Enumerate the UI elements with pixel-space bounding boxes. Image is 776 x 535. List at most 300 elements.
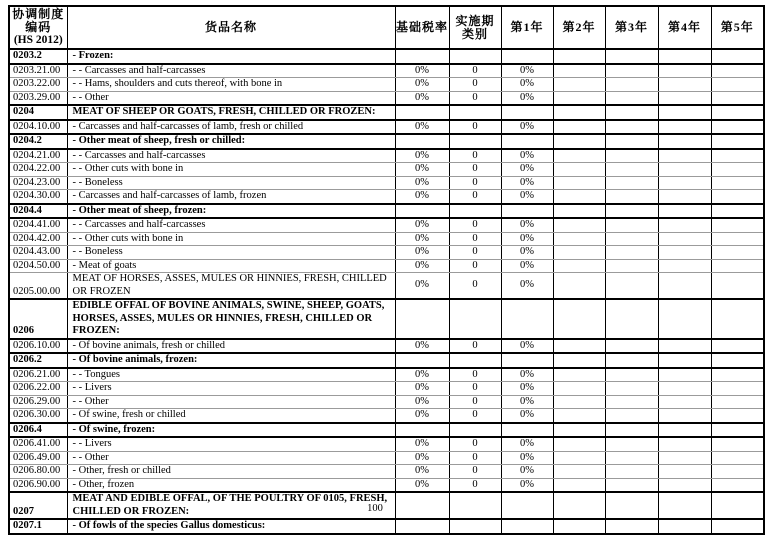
year1-cell — [501, 423, 553, 438]
year3-cell — [605, 353, 658, 368]
category-cell: 0 — [449, 78, 501, 92]
year3-cell — [605, 492, 658, 519]
col-header-year-2: 第2年 — [553, 6, 605, 49]
base-rate-cell — [395, 353, 449, 368]
category-cell — [449, 49, 501, 64]
hs-code-cell: 0204.23.00 — [9, 176, 67, 190]
table-row — [9, 519, 764, 534]
year1-cell: 0% — [501, 437, 553, 451]
base-rate-cell: 0% — [395, 232, 449, 246]
base-rate-cell: 0% — [395, 149, 449, 163]
year1-cell: 0% — [501, 163, 553, 177]
year2-cell — [553, 259, 605, 273]
description-cell: - Of bovine animals, frozen: — [67, 353, 395, 368]
year2-cell — [553, 190, 605, 204]
description-cell: - - Carcasses and half-carcasses — [67, 64, 395, 78]
year5-cell — [711, 478, 764, 492]
year3-cell — [605, 149, 658, 163]
description-cell: - Carcasses and half-carcasses of lamb, fresh or chilled — [67, 120, 395, 135]
year4-cell — [658, 451, 711, 465]
year1-cell — [501, 105, 553, 120]
year2-cell — [553, 465, 605, 479]
year4-cell — [658, 78, 711, 92]
table-row — [9, 353, 764, 368]
year3-cell — [605, 339, 658, 354]
table-row — [9, 465, 764, 479]
base-rate-cell — [395, 105, 449, 120]
year5-cell — [711, 273, 764, 300]
year1-cell: 0% — [501, 120, 553, 135]
description-cell: - - Boneless — [67, 246, 395, 260]
base-rate-cell: 0% — [395, 259, 449, 273]
hs-code-cell: 0203.22.00 — [9, 78, 67, 92]
table-row — [9, 368, 764, 382]
year5-cell — [711, 437, 764, 451]
year3-cell — [605, 478, 658, 492]
description-cell: - Other, fresh or chilled — [67, 465, 395, 479]
year4-cell — [658, 382, 711, 396]
table-row — [9, 105, 764, 120]
category-cell: 0 — [449, 163, 501, 177]
year3-cell — [605, 299, 658, 339]
year5-cell — [711, 64, 764, 78]
hs-code-cell: 0204.22.00 — [9, 163, 67, 177]
base-rate-cell — [395, 423, 449, 438]
year4-cell — [658, 232, 711, 246]
description-cell: MEAT OF HORSES, ASSES, MULES OR HINNIES, FRESH, CHILLED OR FROZEN — [67, 273, 395, 300]
category-cell: 0 — [449, 273, 501, 300]
description-cell: - - Other cuts with bone in — [67, 163, 395, 177]
year2-cell — [553, 163, 605, 177]
year3-cell — [605, 437, 658, 451]
year3-cell — [605, 382, 658, 396]
table-row — [9, 49, 764, 64]
base-rate-cell: 0% — [395, 64, 449, 78]
table-row — [9, 218, 764, 232]
year5-cell — [711, 149, 764, 163]
year4-cell — [658, 395, 711, 409]
year4-cell — [658, 409, 711, 423]
table-row — [9, 204, 764, 219]
year4-cell — [658, 120, 711, 135]
year3-cell — [605, 259, 658, 273]
year5-cell — [711, 519, 764, 534]
year4-cell — [658, 134, 711, 149]
description-cell: - Carcasses and half-carcasses of lamb, frozen — [67, 190, 395, 204]
base-rate-cell — [395, 49, 449, 64]
hs-code-cell: 0206.29.00 — [9, 395, 67, 409]
table-row — [9, 190, 764, 204]
base-rate-cell: 0% — [395, 339, 449, 354]
year1-cell: 0% — [501, 91, 553, 105]
description-cell: - - Carcasses and half-carcasses — [67, 218, 395, 232]
description-cell: - Other, frozen — [67, 478, 395, 492]
year2-cell — [553, 232, 605, 246]
hs-code-cell: 0206 — [9, 299, 67, 339]
base-rate-cell: 0% — [395, 465, 449, 479]
year5-cell — [711, 218, 764, 232]
hs-code-header-line2: 编码 — [25, 20, 52, 34]
category-cell — [449, 105, 501, 120]
base-rate-cell: 0% — [395, 395, 449, 409]
col-header-year-4: 第4年 — [658, 6, 711, 49]
year3-cell — [605, 49, 658, 64]
hs-code-cell: 0207.1 — [9, 519, 67, 534]
hs-code-cell: 0206.80.00 — [9, 465, 67, 479]
year4-cell — [658, 519, 711, 534]
table-row — [9, 273, 764, 300]
year5-cell — [711, 78, 764, 92]
category-cell: 0 — [449, 120, 501, 135]
table-row — [9, 437, 764, 451]
year3-cell — [605, 190, 658, 204]
year5-cell — [711, 368, 764, 382]
year2-cell — [553, 134, 605, 149]
year3-cell — [605, 134, 658, 149]
year4-cell — [658, 64, 711, 78]
table-row — [9, 246, 764, 260]
category-cell: 0 — [449, 176, 501, 190]
hs-code-header-line1: 协调制度 — [12, 7, 65, 21]
year2-cell — [553, 395, 605, 409]
table-row — [9, 176, 764, 190]
description-cell: - - Other — [67, 451, 395, 465]
year5-cell — [711, 134, 764, 149]
col-header-description: 货品名称 — [67, 6, 395, 49]
base-rate-cell: 0% — [395, 437, 449, 451]
year2-cell — [553, 78, 605, 92]
table-row — [9, 120, 764, 135]
category-cell: 0 — [449, 382, 501, 396]
category-cell: 0 — [449, 465, 501, 479]
table-row — [9, 339, 764, 354]
year5-cell — [711, 232, 764, 246]
year5-cell — [711, 492, 764, 519]
base-rate-cell: 0% — [395, 478, 449, 492]
year5-cell — [711, 105, 764, 120]
year3-cell — [605, 91, 658, 105]
year4-cell — [658, 204, 711, 219]
year2-cell — [553, 519, 605, 534]
year3-cell — [605, 64, 658, 78]
year2-cell — [553, 149, 605, 163]
col-header-year-1: 第1年 — [501, 6, 553, 49]
year1-cell: 0% — [501, 395, 553, 409]
description-cell: - Other meat of sheep, frozen: — [67, 204, 395, 219]
hs-code-cell: 0206.10.00 — [9, 339, 67, 354]
year3-cell — [605, 163, 658, 177]
base-rate-cell: 0% — [395, 218, 449, 232]
table-header-row — [9, 6, 764, 49]
description-cell: EDIBLE OFFAL OF BOVINE ANIMALS, SWINE, SHEEP, GOATS, HORSES, ASSES, MULES OR HINNIES, FRESH, CHILLED OR FROZEN: — [67, 299, 395, 339]
category-cell — [449, 492, 501, 519]
year2-cell — [553, 423, 605, 438]
hs-code-cell: 0205.00.00 — [9, 273, 67, 300]
table-row — [9, 451, 764, 465]
year1-cell: 0% — [501, 259, 553, 273]
description-cell: - Meat of goats — [67, 259, 395, 273]
year1-cell: 0% — [501, 409, 553, 423]
year5-cell — [711, 299, 764, 339]
table-row — [9, 409, 764, 423]
year5-cell — [711, 176, 764, 190]
category-cell — [449, 134, 501, 149]
base-rate-cell — [395, 519, 449, 534]
year4-cell — [658, 423, 711, 438]
year3-cell — [605, 451, 658, 465]
base-rate-cell: 0% — [395, 176, 449, 190]
year3-cell — [605, 423, 658, 438]
year3-cell — [605, 465, 658, 479]
base-rate-cell — [395, 134, 449, 149]
hs-code-cell: 0204.4 — [9, 204, 67, 219]
table-row — [9, 299, 764, 339]
year5-cell — [711, 409, 764, 423]
year2-cell — [553, 339, 605, 354]
col-header-hs-code — [9, 6, 67, 49]
year4-cell — [658, 163, 711, 177]
year2-cell — [553, 105, 605, 120]
year1-cell — [501, 299, 553, 339]
category-cell: 0 — [449, 395, 501, 409]
base-rate-cell: 0% — [395, 190, 449, 204]
hs-code-cell: 0204.2 — [9, 134, 67, 149]
year1-cell: 0% — [501, 368, 553, 382]
description-cell: MEAT OF SHEEP OR GOATS, FRESH, CHILLED OR FROZEN: — [67, 105, 395, 120]
hs-code-cell: 0206.30.00 — [9, 409, 67, 423]
hs-code-cell: 0206.2 — [9, 353, 67, 368]
hs-code-cell: 0207 — [9, 492, 67, 519]
hs-code-cell: 0204.41.00 — [9, 218, 67, 232]
tariff-schedule-table — [8, 5, 765, 535]
hs-code-cell: 0203.2 — [9, 49, 67, 64]
year3-cell — [605, 232, 658, 246]
table-row — [9, 395, 764, 409]
year2-cell — [553, 437, 605, 451]
base-rate-cell: 0% — [395, 91, 449, 105]
description-cell: - Of bovine animals, fresh or chilled — [67, 339, 395, 354]
category-cell: 0 — [449, 259, 501, 273]
year1-cell: 0% — [501, 78, 553, 92]
year4-cell — [658, 273, 711, 300]
year3-cell — [605, 204, 658, 219]
year2-cell — [553, 176, 605, 190]
base-rate-cell: 0% — [395, 451, 449, 465]
year1-cell: 0% — [501, 273, 553, 300]
year1-cell: 0% — [501, 149, 553, 163]
year4-cell — [658, 105, 711, 120]
table-row — [9, 91, 764, 105]
description-cell: - - Boneless — [67, 176, 395, 190]
base-rate-cell: 0% — [395, 78, 449, 92]
table-row — [9, 259, 764, 273]
hs-code-cell: 0206.49.00 — [9, 451, 67, 465]
hs-code-cell: 0206.41.00 — [9, 437, 67, 451]
year4-cell — [658, 339, 711, 354]
year2-cell — [553, 382, 605, 396]
base-rate-cell: 0% — [395, 273, 449, 300]
year3-cell — [605, 273, 658, 300]
category-header-line1: 实施期 — [455, 13, 495, 28]
year5-cell — [711, 339, 764, 354]
table-row — [9, 78, 764, 92]
year1-cell — [501, 519, 553, 534]
year4-cell — [658, 91, 711, 105]
year3-cell — [605, 395, 658, 409]
year1-cell — [501, 204, 553, 219]
description-cell: - - Carcasses and half-carcasses — [67, 149, 395, 163]
year1-cell: 0% — [501, 246, 553, 260]
year1-cell: 0% — [501, 451, 553, 465]
year3-cell — [605, 218, 658, 232]
category-cell: 0 — [449, 64, 501, 78]
year1-cell: 0% — [501, 64, 553, 78]
year4-cell — [658, 465, 711, 479]
year5-cell — [711, 204, 764, 219]
base-rate-cell — [395, 204, 449, 219]
year1-cell — [501, 353, 553, 368]
category-cell: 0 — [449, 478, 501, 492]
year2-cell — [553, 204, 605, 219]
year2-cell — [553, 273, 605, 300]
year1-cell: 0% — [501, 382, 553, 396]
category-header-line2: 类别 — [461, 26, 488, 41]
category-cell — [449, 519, 501, 534]
hs-code-cell: 0203.21.00 — [9, 64, 67, 78]
year5-cell — [711, 49, 764, 64]
category-cell: 0 — [449, 368, 501, 382]
category-cell — [449, 299, 501, 339]
base-rate-cell — [395, 299, 449, 339]
year5-cell — [711, 190, 764, 204]
base-rate-cell: 0% — [395, 409, 449, 423]
hs-code-cell: 0204.50.00 — [9, 259, 67, 273]
year4-cell — [658, 190, 711, 204]
table-row — [9, 232, 764, 246]
hs-code-cell: 0204.21.00 — [9, 149, 67, 163]
hs-code-cell: 0204 — [9, 105, 67, 120]
category-cell: 0 — [449, 190, 501, 204]
base-rate-cell: 0% — [395, 120, 449, 135]
year2-cell — [553, 218, 605, 232]
description-cell: - Of swine, fresh or chilled — [67, 409, 395, 423]
hs-code-cell: 0206.21.00 — [9, 368, 67, 382]
category-cell: 0 — [449, 232, 501, 246]
year4-cell — [658, 259, 711, 273]
year2-cell — [553, 299, 605, 339]
base-rate-cell: 0% — [395, 163, 449, 177]
year4-cell — [658, 437, 711, 451]
category-cell — [449, 423, 501, 438]
description-cell: - Frozen: — [67, 49, 395, 64]
table-row — [9, 64, 764, 78]
year1-cell: 0% — [501, 339, 553, 354]
hs-code-cell: 0204.30.00 — [9, 190, 67, 204]
year2-cell — [553, 353, 605, 368]
year1-cell — [501, 492, 553, 519]
year2-cell — [553, 246, 605, 260]
category-cell: 0 — [449, 246, 501, 260]
category-cell — [449, 204, 501, 219]
description-cell: - - Livers — [67, 437, 395, 451]
hs-code-cell: 0203.29.00 — [9, 91, 67, 105]
year1-cell: 0% — [501, 465, 553, 479]
year2-cell — [553, 91, 605, 105]
year3-cell — [605, 368, 658, 382]
year3-cell — [605, 519, 658, 534]
year4-cell — [658, 218, 711, 232]
category-cell: 0 — [449, 91, 501, 105]
base-rate-cell: 0% — [395, 246, 449, 260]
description-cell: - - Other — [67, 395, 395, 409]
base-rate-cell: 0% — [395, 368, 449, 382]
year5-cell — [711, 246, 764, 260]
page-number: 100 — [367, 503, 383, 514]
table-row — [9, 382, 764, 396]
year4-cell — [658, 246, 711, 260]
year5-cell — [711, 163, 764, 177]
year1-cell: 0% — [501, 232, 553, 246]
category-cell: 0 — [449, 451, 501, 465]
year2-cell — [553, 409, 605, 423]
year2-cell — [553, 120, 605, 135]
description-cell: - Of fowls of the species Gallus domesticus: — [67, 519, 395, 534]
year4-cell — [658, 478, 711, 492]
hs-code-header-line3: (HS 2012) — [13, 34, 63, 46]
table-row — [9, 163, 764, 177]
year4-cell — [658, 149, 711, 163]
col-header-base-rate: 基础税率 — [395, 6, 449, 49]
year3-cell — [605, 120, 658, 135]
hs-code-cell: 0206.22.00 — [9, 382, 67, 396]
year1-cell — [501, 134, 553, 149]
year4-cell — [658, 176, 711, 190]
category-cell: 0 — [449, 339, 501, 354]
year1-cell: 0% — [501, 176, 553, 190]
year3-cell — [605, 176, 658, 190]
year2-cell — [553, 451, 605, 465]
table-row — [9, 134, 764, 149]
year1-cell: 0% — [501, 478, 553, 492]
category-cell: 0 — [449, 149, 501, 163]
table-row — [9, 423, 764, 438]
year5-cell — [711, 395, 764, 409]
hs-code-cell: 0204.10.00 — [9, 120, 67, 135]
description-cell: - - Other cuts with bone in — [67, 232, 395, 246]
hs-code-cell: 0206.90.00 — [9, 478, 67, 492]
category-cell — [449, 353, 501, 368]
description-cell: - Of swine, frozen: — [67, 423, 395, 438]
year3-cell — [605, 78, 658, 92]
year5-cell — [711, 465, 764, 479]
description-cell: MEAT AND EDIBLE OFFAL, OF THE POULTRY OF 0105, FRESH, CHILLED OR FROZEN: — [67, 492, 395, 519]
year5-cell — [711, 120, 764, 135]
description-cell: - - Tongues — [67, 368, 395, 382]
year1-cell: 0% — [501, 190, 553, 204]
year5-cell — [711, 259, 764, 273]
col-header-year-5: 第5年 — [711, 6, 764, 49]
year5-cell — [711, 382, 764, 396]
year3-cell — [605, 105, 658, 120]
year4-cell — [658, 299, 711, 339]
year2-cell — [553, 64, 605, 78]
year5-cell — [711, 423, 764, 438]
category-cell: 0 — [449, 409, 501, 423]
base-rate-cell: 0% — [395, 382, 449, 396]
year2-cell — [553, 492, 605, 519]
table-row — [9, 149, 764, 163]
hs-code-cell: 0204.42.00 — [9, 232, 67, 246]
